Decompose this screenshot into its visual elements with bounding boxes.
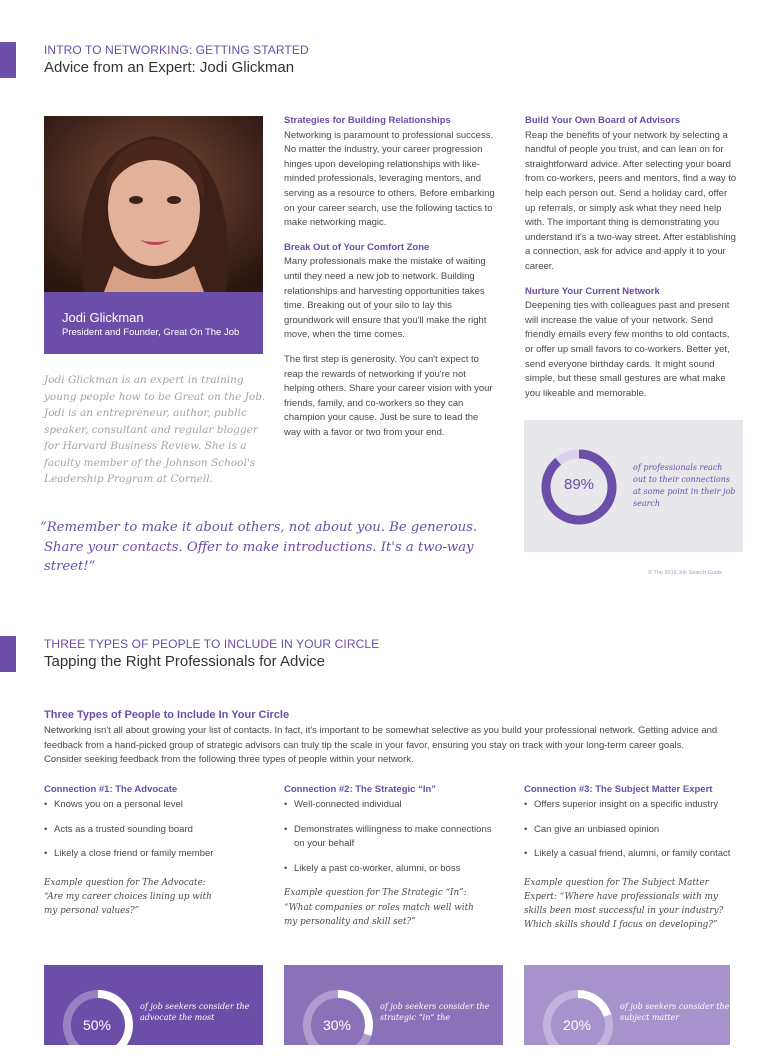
tile-percent: 50% <box>82 1017 112 1033</box>
tile-caption: of job seekers consider the strategic “in” the <box>380 1002 490 1022</box>
column-middle <box>284 114 496 450</box>
profile-namecard <box>44 292 263 354</box>
tile-percent: 20% <box>562 1017 592 1033</box>
bullet-item: • Well-connected individual <box>284 798 504 813</box>
bullet-item: • Can give an unbiased opinion <box>524 823 744 838</box>
paragraph-generosity: The first step is generosity. You can't expect to reap the rewards of networking if you're not helping others. Share your career vision with your friends, family, and co-workers so they can champion your cause. Just be sure to lead the way with a favor or two from your end. <box>284 353 493 438</box>
heading-board-of-advisors: Build Your Own Board of Advisors <box>525 115 681 126</box>
bullet-item: • Likely a casual friend, alumni, or family contact <box>524 847 744 862</box>
accent-bar-2 <box>0 636 16 672</box>
connection-advocate <box>44 784 264 918</box>
source-note: © The 2016 Job Search Guide <box>648 570 723 576</box>
example-question: Example question for The Strategic “In”: “What companies or roles match well with my personality and skill set?” <box>284 888 474 927</box>
bullet-item: • Knows you on a personal level <box>44 798 264 813</box>
tile-caption: of job seekers consider the subject matter <box>620 1002 730 1022</box>
quote-line-2: Share your contacts. Offer to make introductions. It's a two-way street!” <box>44 539 474 574</box>
bullet-item: • Demonstrates willingness to make connections on your behalf <box>284 823 504 852</box>
tile-caption: of job seekers consider the advocate the most <box>140 1002 250 1022</box>
bullet-item: • Likely a close friend or family member <box>44 847 264 862</box>
quote-line-1: “Remember to make it about others, not about you. Be generous. <box>40 520 478 535</box>
bullet-item: • Acts as a trusted sounding board <box>44 823 264 838</box>
example-question: Example question for The Advocate: “Are my career choices lining up with my personal values?” <box>44 877 212 917</box>
stat-tile-advocate <box>44 965 263 1045</box>
heading-comfort-zone: Break Out of Your Comfort Zone <box>284 241 430 253</box>
paragraph-strategies: Networking is paramount to professional success. No matter the industry, your career progression hinges upon developing relationships with like-minded professionals, leveraging mentors, and serving as a resource to others. Before embarking on your career search, use the following tactics to make networking magic. <box>284 129 495 229</box>
stat-caption: of professionals reach out to their connections at some point in their job search <box>633 463 736 508</box>
stat-panel <box>524 420 743 552</box>
paragraph-board-of-advisors: Reap the benefits of your network by selecting a handful of people you trust, and can lean on for straightforward advice. After selecting your board from co-workers, peers and mentors, find a way to help each person out. Send a holiday card, offer up referrals, or simply ask what they need help with. The important thing is demonstrating you understand it's a two-way street. After establishing a connection, ask for advice and apply it to your career. <box>525 129 737 272</box>
connection-strategic-in <box>284 784 504 929</box>
column-right <box>525 114 737 411</box>
heading-strategies: Strategies for Building Relationships <box>284 115 451 126</box>
page-title: Advice from an Expert: Jodi Glickman <box>44 59 295 76</box>
connection-title: Connection #3: The Subject Matter Expert <box>524 784 713 795</box>
subheading-three-types: Three Types of People to Include In Your Circle <box>44 709 290 721</box>
profile-bio: Jodi Glickman is an expert in training young people how to be Great on the Job. Jodi is an entrepreneur, author, public speaker, consultant and regular blogger for Harvard Business Review. She is a faculty member of the Johnson School's Leadership Program at Cornell. <box>44 374 266 485</box>
connection-title: Connection #1: The Advocate <box>44 784 178 795</box>
section-title-2: Tapping the Right Professionals for Advice <box>44 653 325 670</box>
intro-paragraph: Networking isn't all about growing your list of contacts. In fact, it's important to be somewhat selective as you build your professional network. Getting advice and feedback from a hand-picked group of strategic advisors can truly tip the scale in your favor, ensuring you stay on track with your long-term career goals. Consider seeking feedback from the following three types of people within your network. <box>44 725 718 766</box>
accent-bar <box>0 42 16 78</box>
pull-quote <box>40 518 520 577</box>
section-kicker: INTRO TO NETWORKING: GETTING STARTED <box>44 43 309 57</box>
connection-title: Connection #2: The Strategic “In” <box>284 784 437 795</box>
connection-subject-expert <box>524 784 744 933</box>
paragraph-nurture-network: Deepening ties with colleagues past and present will increase the value of your network. Send friendly emails every few months to old contacts, or offer up small favors to co-workers. Better yet, send everyone birthday cards. It might sound simple, but these small gestures are what make you likeable and memorable. <box>525 300 730 399</box>
example-question: Example question for The Subject Matter Expert: “Where have professionals with my skills been most successful in your industry? Which skills should I focus on developing?” <box>524 877 724 931</box>
stat-tile-strategic-in <box>284 965 503 1045</box>
profile-role: President and Founder, Great On The Job <box>62 327 240 338</box>
bullet-item: • Offers superior insight on a specific industry <box>524 798 744 813</box>
stat-tile-subject-expert <box>524 965 730 1045</box>
paragraph-comfort-zone: Many professionals make the mistake of waiting until they need a new job to network. Building relationships and harvesting opportunities takes time. Breaking out of your silo to lay this groundwork will ensure that you'll make the right move, when the time comes. <box>284 256 487 341</box>
portrait-photo <box>44 116 263 292</box>
heading-nurture-network: Nurture Your Current Network <box>525 285 660 297</box>
bullet-item: • Likely a past co-worker, alumni, or boss <box>284 862 504 877</box>
section-kicker-2: THREE TYPES OF PEOPLE TO INCLUDE IN YOUR CIRCLE <box>44 637 380 651</box>
tile-percent: 30% <box>322 1017 352 1033</box>
stat-percent: 89% <box>563 476 595 493</box>
profile-name: Jodi Glickman <box>62 310 144 325</box>
